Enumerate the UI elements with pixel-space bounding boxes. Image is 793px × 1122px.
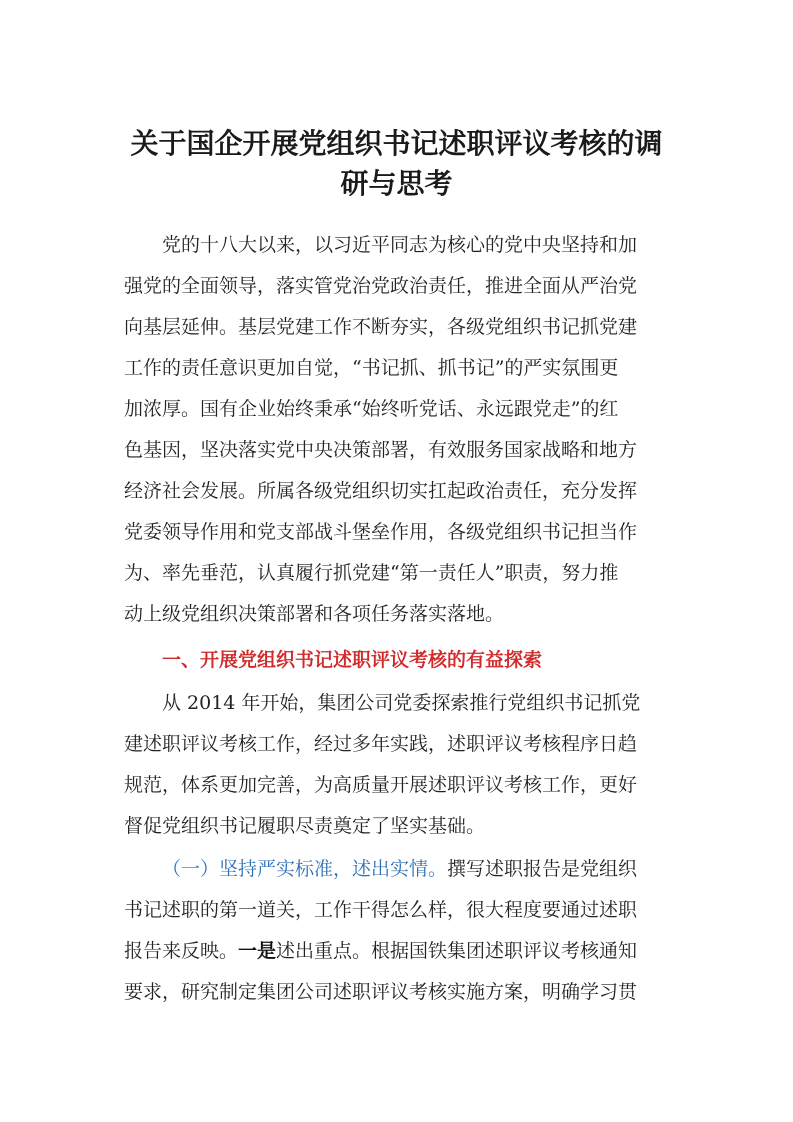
para1-line-1: 党的十八大以来，以习近平同志为核心的党中央坚持和加 xyxy=(162,234,638,256)
para3-emphasis: 一是 xyxy=(238,940,277,962)
para3-line-3-b: 述出重点。根据国铁集团述职评议考核通知 xyxy=(276,940,638,962)
para3-line-4: 要求，研究制定集团公司述职评议考核实施方案，明确学习贯 xyxy=(124,981,638,1003)
para1-line-7: 经济社会发展。所属各级党组织切实扛起政治责任，充分发挥 xyxy=(124,480,638,502)
para2-line-4: 督促党组织书记履职尽责奠定了坚实基础。 xyxy=(124,815,486,837)
para3-line-2: 书记述职的第一道关，工作干得怎么样，很大程度要通过述职 xyxy=(124,899,638,921)
para3-line-1-text: 撰写述职报告是党组织 xyxy=(447,858,638,880)
para1-line-10: 动上级党组织决策部署和各项任务落实落地。 xyxy=(124,603,505,625)
para1-line-8: 党委领导作用和党支部战斗堡垒作用，各级党组织书记担当作 xyxy=(124,521,638,543)
para1-line-3: 向基层延伸。基层党建工作不断夯实，各级党组织书记抓党建 xyxy=(124,316,638,338)
para3-line-3 xyxy=(0,938,793,964)
para3-line-3-a: 报告来反映。 xyxy=(124,940,239,962)
para1-line-5: 加浓厚。国有企业始终秉承“始终听党话、永远跟党走”的红 xyxy=(124,398,619,420)
para2-line-1: 从 2014 年开始，集团公司党委探索推行党组织书记抓党 xyxy=(162,692,641,714)
para2-line-2: 建述职评议考核工作，经过多年实践，述职评议考核程序日趋 xyxy=(124,733,638,755)
para2-line-3: 规范，体系更加完善，为高质量开展述职评议考核工作，更好 xyxy=(124,774,638,796)
para1-line-9: 为、率先垂范，认真履行抓党建“第一责任人”职责，努力推 xyxy=(124,562,619,584)
para3-line-1 xyxy=(0,856,793,882)
para1-line-2: 强党的全面领导，落实管党治党政治责任，推进全面从严治党 xyxy=(124,275,638,297)
sub-heading-1: （一）坚持严实标准，述出实情。 xyxy=(162,858,448,880)
document-title-line-2: 研与思考 xyxy=(340,167,453,200)
para1-line-6: 色基因，坚决落实党中央决策部署，有效服务国家战略和地方 xyxy=(124,439,638,461)
section-heading-1: 一、开展党组织书记述职评议考核的有益探索 xyxy=(162,649,543,671)
document-title-line-1: 关于国企开展党组织书记述职评议考核的调 xyxy=(130,127,663,160)
para1-line-4: 工作的责任意识更加自觉，“书记抓、抓书记”的严实氛围更 xyxy=(124,357,619,379)
